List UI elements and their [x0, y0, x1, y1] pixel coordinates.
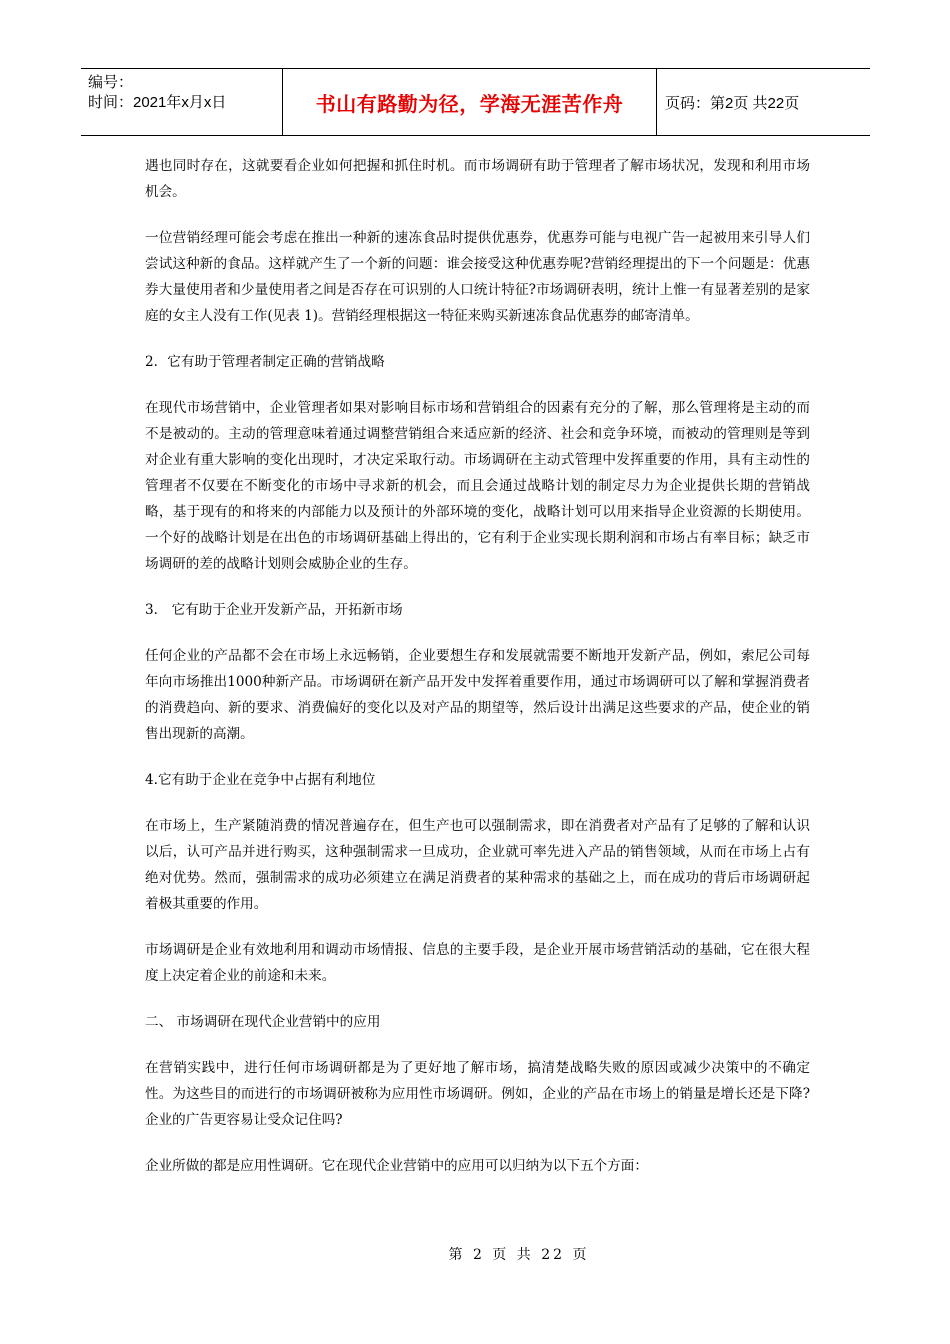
paragraph: 任何企业的产品都不会在市场上永远畅销，企业要想生存和发展就需要不断地开发新产品，例如，索尼公司每年向市场推出1000种新产品。市场调研在新产品开发中发挥着重要作用，通过市场调研可以了解和掌握消费者的消费趋向、新的要求、消费偏好的变化以及对产品的期望等，然后设计出满足这些要求的产品，使企业的销售出现新的高潮。 — [145, 648, 810, 742]
paragraph: 在市场上，生产紧随消费的情况普遍存在，但生产也可以强制需求，即在消费者对产品有了足够的了解和认识以后，认可产品并进行购买，这种强制需求一旦成功，企业就可率先进入产品的销售领域，从而在市场上占有绝对优势。然而，强制需求的成功必须建立在满足消费者的某种需求的基础之上，而在成功的背后市场调研起着极其重要的作用。 — [145, 818, 810, 912]
header-meta-cell — [81, 69, 283, 135]
paragraph: 企业所做的都是应用性调研。它在现代企业营销中的应用可以归纳为以下五个方面： — [145, 1158, 648, 1174]
section-heading: 二、 市场调研在现代企业营销中的应用 — [145, 1014, 381, 1030]
header-motto-cell — [283, 69, 657, 135]
document-body — [145, 153, 810, 1199]
document-number: 编号： — [88, 74, 134, 91]
section-heading: 3． 它有助于企业开发新产品，开拓新市场 — [145, 602, 403, 618]
header-page-cell — [657, 69, 870, 135]
document-date: 时间：2021年x月x日 — [88, 94, 227, 111]
paragraph: 在现代市场营销中，企业管理者如果对影响目标市场和营销组合的因素有充分的了解，那么管理将是主动的而不是被动的。主动的管理意味着通过调整营销组合来适应新的经济、社会和竞争环境，而被动的管理则是等到对企业有重大影响的变化出现时，才决定采取行动。市场调研在主动式管理中发挥重要的作用，具有主动性的管理者不仅要在不断变化的市场中寻求新的机会，而且会通过战略计划的制定尽力为企业提供长期的营销战略，基于现有的和将来的内部能力以及预计的外部环境的变化，战略计划可以用来指导企业资源的长期使用。一个好的战略计划是在出色的市场调研基础上得出的，它有利于企业实现长期利润和市场占有率目标；缺乏市场调研的差的战略计划则会威胁企业的生存。 — [145, 400, 810, 572]
paragraph: 一位营销经理可能会考虑在推出一种新的速冻食品时提供优惠券，优惠券可能与电视广告一起被用来引导人们尝试这种新的食品。这样就产生了一个新的问题：谁会接受这种优惠券呢?营销经理提出的下一个问题是：优惠券大量使用者和少量使用者之间是否存在可识别的人口统计特征?市场调研表明，统计上惟一有显著差别的是家庭的女主人没有工作(见表 1)。营销经理根据这一特征来购买新速冻食品优惠券的邮寄清单。 — [145, 230, 810, 324]
paragraph: 遇也同时存在，这就要看企业如何把握和抓住时机。而市场调研有助于管理者了解市场状况，发现和利用市场机会。 — [145, 158, 810, 200]
paragraph: 在营销实践中，进行任何市场调研都是为了更好地了解市场，搞清楚战略失败的原因或减少决策中的不确定性。为这些目的而进行的市场调研被称为应用性市场调研。例如，企业的产品在市场上的销量是增长还是下降?企业的广告更容易让受众记住吗? — [145, 1060, 810, 1128]
header-motto: 书山有路勤为径，学海无涯苦作舟 — [315, 93, 624, 116]
paragraph: 市场调研是企业有效地利用和调动市场情报、信息的主要手段，是企业开展市场营销活动的基础，它在很大程度上决定着企业的前途和未来。 — [145, 942, 810, 984]
section-heading: 2．它有助于管理者制定正确的营销战略 — [145, 354, 385, 370]
section-heading: 4.它有助于企业在竞争中占据有利地位 — [145, 772, 376, 788]
document-header — [81, 68, 870, 136]
page-footer: 第 2 页 共 22 页 — [448, 1247, 590, 1263]
header-page-number: 页码：第2页 共22页 — [665, 94, 800, 112]
